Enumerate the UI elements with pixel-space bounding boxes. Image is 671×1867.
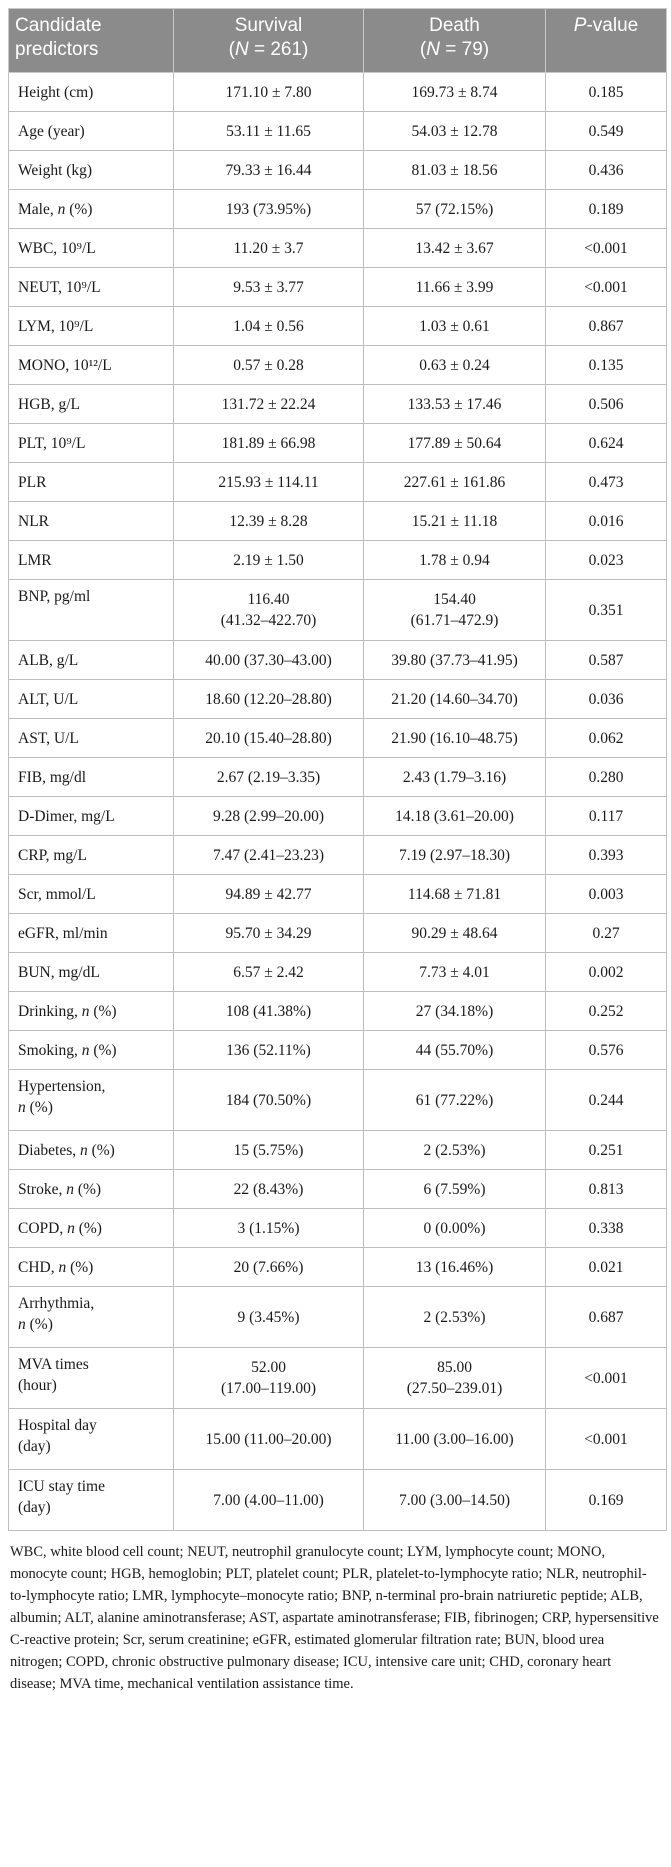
death-cell: 169.73 ± 8.74 bbox=[364, 73, 546, 112]
survival-cell: 136 (52.11%) bbox=[174, 1031, 364, 1070]
p-value-cell: 0.351 bbox=[546, 580, 667, 641]
death-cell: 13.42 ± 3.67 bbox=[364, 229, 546, 268]
death-cell: 6 (7.59%) bbox=[364, 1170, 546, 1209]
predictor-name-cell: Height (cm) bbox=[9, 73, 174, 112]
survival-cell: 0.57 ± 0.28 bbox=[174, 346, 364, 385]
table-row bbox=[9, 580, 667, 641]
death-cell: 21.90 (16.10–48.75) bbox=[364, 719, 546, 758]
survival-cell: 108 (41.38%) bbox=[174, 992, 364, 1031]
death-cell: 2 (2.53%) bbox=[364, 1131, 546, 1170]
p-value-cell: 0.023 bbox=[546, 541, 667, 580]
survival-cell: 18.60 (12.20–28.80) bbox=[174, 680, 364, 719]
header-p-value: P-value bbox=[546, 9, 667, 73]
p-value-cell: 0.338 bbox=[546, 1209, 667, 1248]
survival-cell: 181.89 ± 66.98 bbox=[174, 424, 364, 463]
table-row bbox=[9, 1209, 667, 1248]
table-footnote: WBC, white blood cell count; NEUT, neutrophil granulocyte count; LYM, lymphocyte count; MONO, monocyte count; HGB, hemoglobin; PLT, platelet count; PLR, platelet-to-lymphocyte ratio; NLR, neutrophil-to-lymphocyte ratio; LMR, lymphocyte–monocyte ratio; BNP, n-terminal pro-brain natriuretic peptide; ALB, albumin; ALT, alanine aminotransferase; AST, aspartate aminotransferase; FIB, fibrinogen; CRP, hypersensitive C-reactive protein; Scr, serum creatinine; eGFR, estimated glomerular filtration rate; BUN, blood urea nitrogen; COPD, chronic obstructive pulmonary disease; ICU, intensive care unit; CHD, coronary heart disease; MVA time, mechanical ventilation assistance time. bbox=[10, 1544, 659, 1692]
predictor-name-cell: COPD, n (%) bbox=[9, 1209, 174, 1248]
survival-cell: 215.93 ± 114.11 bbox=[174, 463, 364, 502]
predictor-name-cell: Hospital day (day) bbox=[9, 1409, 174, 1470]
predictor-name-cell: PLR bbox=[9, 463, 174, 502]
p-value-cell: 0.135 bbox=[546, 346, 667, 385]
death-cell: 14.18 (3.61–20.00) bbox=[364, 797, 546, 836]
death-cell: 90.29 ± 48.64 bbox=[364, 914, 546, 953]
p-value-cell: 0.813 bbox=[546, 1170, 667, 1209]
table-row bbox=[9, 758, 667, 797]
death-cell: 44 (55.70%) bbox=[364, 1031, 546, 1070]
death-cell: 7.73 ± 4.01 bbox=[364, 953, 546, 992]
predictor-name-cell: NLR bbox=[9, 502, 174, 541]
table-row bbox=[9, 1348, 667, 1409]
p-value-cell: 0.687 bbox=[546, 1287, 667, 1348]
table-row bbox=[9, 73, 667, 112]
predictor-name-cell: ALT, U/L bbox=[9, 680, 174, 719]
death-cell: 15.21 ± 11.18 bbox=[364, 502, 546, 541]
p-value-cell: 0.393 bbox=[546, 836, 667, 875]
survival-cell: 79.33 ± 16.44 bbox=[174, 151, 364, 190]
table-row bbox=[9, 307, 667, 346]
survival-cell: 15.00 (11.00–20.00) bbox=[174, 1409, 364, 1470]
death-cell: 0 (0.00%) bbox=[364, 1209, 546, 1248]
p-value-cell: 0.021 bbox=[546, 1248, 667, 1287]
table-header bbox=[9, 9, 667, 73]
predictor-name-cell: D-Dimer, mg/L bbox=[9, 797, 174, 836]
death-cell: 227.61 ± 161.86 bbox=[364, 463, 546, 502]
p-value-cell: 0.473 bbox=[546, 463, 667, 502]
death-cell: 54.03 ± 12.78 bbox=[364, 112, 546, 151]
predictor-name-cell: Smoking, n (%) bbox=[9, 1031, 174, 1070]
survival-cell: 171.10 ± 7.80 bbox=[174, 73, 364, 112]
table-row bbox=[9, 1409, 667, 1470]
p-value-cell: 0.436 bbox=[546, 151, 667, 190]
predictor-name-cell: FIB, mg/dl bbox=[9, 758, 174, 797]
predictor-name-cell: BUN, mg/dL bbox=[9, 953, 174, 992]
p-value-cell: 0.117 bbox=[546, 797, 667, 836]
predictor-name-cell: LYM, 10⁹/L bbox=[9, 307, 174, 346]
survival-cell: 12.39 ± 8.28 bbox=[174, 502, 364, 541]
table-row bbox=[9, 385, 667, 424]
table-row bbox=[9, 190, 667, 229]
survival-cell: 52.00 (17.00–119.00) bbox=[174, 1348, 364, 1409]
p-value-cell: <0.001 bbox=[546, 1348, 667, 1409]
predictor-name-cell: BNP, pg/ml bbox=[9, 580, 174, 641]
p-value-cell: <0.001 bbox=[546, 268, 667, 307]
header-death: Death (N = 79) bbox=[364, 9, 546, 73]
death-cell: 2.43 (1.79–3.16) bbox=[364, 758, 546, 797]
table-row bbox=[9, 151, 667, 190]
predictor-name-cell: Hypertension, n (%) bbox=[9, 1070, 174, 1131]
survival-cell: 53.11 ± 11.65 bbox=[174, 112, 364, 151]
predictor-name-cell: Diabetes, n (%) bbox=[9, 1131, 174, 1170]
table-row bbox=[9, 229, 667, 268]
predictor-name-cell: ICU stay time (day) bbox=[9, 1470, 174, 1531]
p-value-cell: 0.169 bbox=[546, 1470, 667, 1531]
predictor-name-cell: PLT, 10⁹/L bbox=[9, 424, 174, 463]
table-row bbox=[9, 836, 667, 875]
survival-cell: 94.89 ± 42.77 bbox=[174, 875, 364, 914]
header-survival: Survival (N = 261) bbox=[174, 9, 364, 73]
p-value-cell: 0.062 bbox=[546, 719, 667, 758]
predictor-name-cell: LMR bbox=[9, 541, 174, 580]
death-cell: 11.66 ± 3.99 bbox=[364, 268, 546, 307]
table-row bbox=[9, 641, 667, 680]
death-cell: 85.00 (27.50–239.01) bbox=[364, 1348, 546, 1409]
predictor-name-cell: MONO, 10¹²/L bbox=[9, 346, 174, 385]
survival-cell: 193 (73.95%) bbox=[174, 190, 364, 229]
predictor-name-cell: Arrhythmia, n (%) bbox=[9, 1287, 174, 1348]
death-cell: 21.20 (14.60–34.70) bbox=[364, 680, 546, 719]
survival-cell: 95.70 ± 34.29 bbox=[174, 914, 364, 953]
header-predictors: Candidate predictors bbox=[9, 9, 174, 73]
p-value-cell: 0.251 bbox=[546, 1131, 667, 1170]
survival-cell: 7.00 (4.00–11.00) bbox=[174, 1470, 364, 1531]
death-cell: 114.68 ± 71.81 bbox=[364, 875, 546, 914]
survival-cell: 11.20 ± 3.7 bbox=[174, 229, 364, 268]
death-cell: 2 (2.53%) bbox=[364, 1287, 546, 1348]
table-row bbox=[9, 953, 667, 992]
survival-cell: 3 (1.15%) bbox=[174, 1209, 364, 1248]
table-row bbox=[9, 914, 667, 953]
predictor-name-cell: AST, U/L bbox=[9, 719, 174, 758]
p-value-cell: <0.001 bbox=[546, 229, 667, 268]
survival-cell: 184 (70.50%) bbox=[174, 1070, 364, 1131]
p-value-cell: 0.252 bbox=[546, 992, 667, 1031]
table-row bbox=[9, 1287, 667, 1348]
p-value-cell: <0.001 bbox=[546, 1409, 667, 1470]
death-cell: 39.80 (37.73–41.95) bbox=[364, 641, 546, 680]
predictor-name-cell: HGB, g/L bbox=[9, 385, 174, 424]
predictor-name-cell: CRP, mg/L bbox=[9, 836, 174, 875]
predictor-name-cell: MVA times (hour) bbox=[9, 1348, 174, 1409]
predictor-name-cell: WBC, 10⁹/L bbox=[9, 229, 174, 268]
table-row bbox=[9, 875, 667, 914]
death-cell: 154.40 (61.71–472.9) bbox=[364, 580, 546, 641]
p-value-cell: 0.549 bbox=[546, 112, 667, 151]
p-value-cell: 0.189 bbox=[546, 190, 667, 229]
death-cell: 81.03 ± 18.56 bbox=[364, 151, 546, 190]
table-body bbox=[9, 73, 667, 1531]
predictor-name-cell: NEUT, 10⁹/L bbox=[9, 268, 174, 307]
death-cell: 57 (72.15%) bbox=[364, 190, 546, 229]
death-cell: 1.03 ± 0.61 bbox=[364, 307, 546, 346]
predictor-name-cell: eGFR, ml/min bbox=[9, 914, 174, 953]
table-row bbox=[9, 346, 667, 385]
survival-cell: 9.53 ± 3.77 bbox=[174, 268, 364, 307]
table-row bbox=[9, 502, 667, 541]
table-row bbox=[9, 1031, 667, 1070]
table-row bbox=[9, 112, 667, 151]
table-row bbox=[9, 992, 667, 1031]
death-cell: 61 (77.22%) bbox=[364, 1070, 546, 1131]
predictor-name-cell: Age (year) bbox=[9, 112, 174, 151]
table-row bbox=[9, 1248, 667, 1287]
death-cell: 1.78 ± 0.94 bbox=[364, 541, 546, 580]
table-row bbox=[9, 424, 667, 463]
death-cell: 27 (34.18%) bbox=[364, 992, 546, 1031]
survival-cell: 9.28 (2.99–20.00) bbox=[174, 797, 364, 836]
p-value-cell: 0.576 bbox=[546, 1031, 667, 1070]
survival-cell: 1.04 ± 0.56 bbox=[174, 307, 364, 346]
death-cell: 13 (16.46%) bbox=[364, 1248, 546, 1287]
survival-cell: 6.57 ± 2.42 bbox=[174, 953, 364, 992]
death-cell: 133.53 ± 17.46 bbox=[364, 385, 546, 424]
death-cell: 7.19 (2.97–18.30) bbox=[364, 836, 546, 875]
p-value-cell: 0.036 bbox=[546, 680, 667, 719]
p-value-cell: 0.624 bbox=[546, 424, 667, 463]
table-row bbox=[9, 268, 667, 307]
survival-cell: 116.40 (41.32–422.70) bbox=[174, 580, 364, 641]
table-row bbox=[9, 1070, 667, 1131]
predictor-name-cell: Drinking, n (%) bbox=[9, 992, 174, 1031]
predictors-table bbox=[8, 8, 667, 1531]
survival-cell: 7.47 (2.41–23.23) bbox=[174, 836, 364, 875]
table-container bbox=[8, 8, 666, 1695]
death-cell: 0.63 ± 0.24 bbox=[364, 346, 546, 385]
table-row bbox=[9, 463, 667, 502]
predictor-name-cell: Male, n (%) bbox=[9, 190, 174, 229]
p-value-cell: 0.002 bbox=[546, 953, 667, 992]
survival-cell: 22 (8.43%) bbox=[174, 1170, 364, 1209]
table-row bbox=[9, 1470, 667, 1531]
p-value-cell: 0.185 bbox=[546, 73, 667, 112]
p-value-cell: 0.016 bbox=[546, 502, 667, 541]
p-value-cell: 0.244 bbox=[546, 1070, 667, 1131]
survival-cell: 40.00 (37.30–43.00) bbox=[174, 641, 364, 680]
death-cell: 11.00 (3.00–16.00) bbox=[364, 1409, 546, 1470]
death-cell: 7.00 (3.00–14.50) bbox=[364, 1470, 546, 1531]
table-row bbox=[9, 1131, 667, 1170]
p-value-cell: 0.587 bbox=[546, 641, 667, 680]
p-value-cell: 0.506 bbox=[546, 385, 667, 424]
survival-cell: 20 (7.66%) bbox=[174, 1248, 364, 1287]
p-value-cell: 0.27 bbox=[546, 914, 667, 953]
predictor-name-cell: CHD, n (%) bbox=[9, 1248, 174, 1287]
predictor-name-cell: Stroke, n (%) bbox=[9, 1170, 174, 1209]
p-value-cell: 0.003 bbox=[546, 875, 667, 914]
predictor-name-cell: Weight (kg) bbox=[9, 151, 174, 190]
p-value-cell: 0.867 bbox=[546, 307, 667, 346]
survival-cell: 20.10 (15.40–28.80) bbox=[174, 719, 364, 758]
table-row bbox=[9, 680, 667, 719]
p-value-cell: 0.280 bbox=[546, 758, 667, 797]
table-row bbox=[9, 541, 667, 580]
survival-cell: 2.67 (2.19–3.35) bbox=[174, 758, 364, 797]
death-cell: 177.89 ± 50.64 bbox=[364, 424, 546, 463]
survival-cell: 2.19 ± 1.50 bbox=[174, 541, 364, 580]
table-row bbox=[9, 1170, 667, 1209]
survival-cell: 9 (3.45%) bbox=[174, 1287, 364, 1348]
predictor-name-cell: ALB, g/L bbox=[9, 641, 174, 680]
table-row bbox=[9, 719, 667, 758]
survival-cell: 131.72 ± 22.24 bbox=[174, 385, 364, 424]
survival-cell: 15 (5.75%) bbox=[174, 1131, 364, 1170]
predictor-name-cell: Scr, mmol/L bbox=[9, 875, 174, 914]
table-row bbox=[9, 797, 667, 836]
